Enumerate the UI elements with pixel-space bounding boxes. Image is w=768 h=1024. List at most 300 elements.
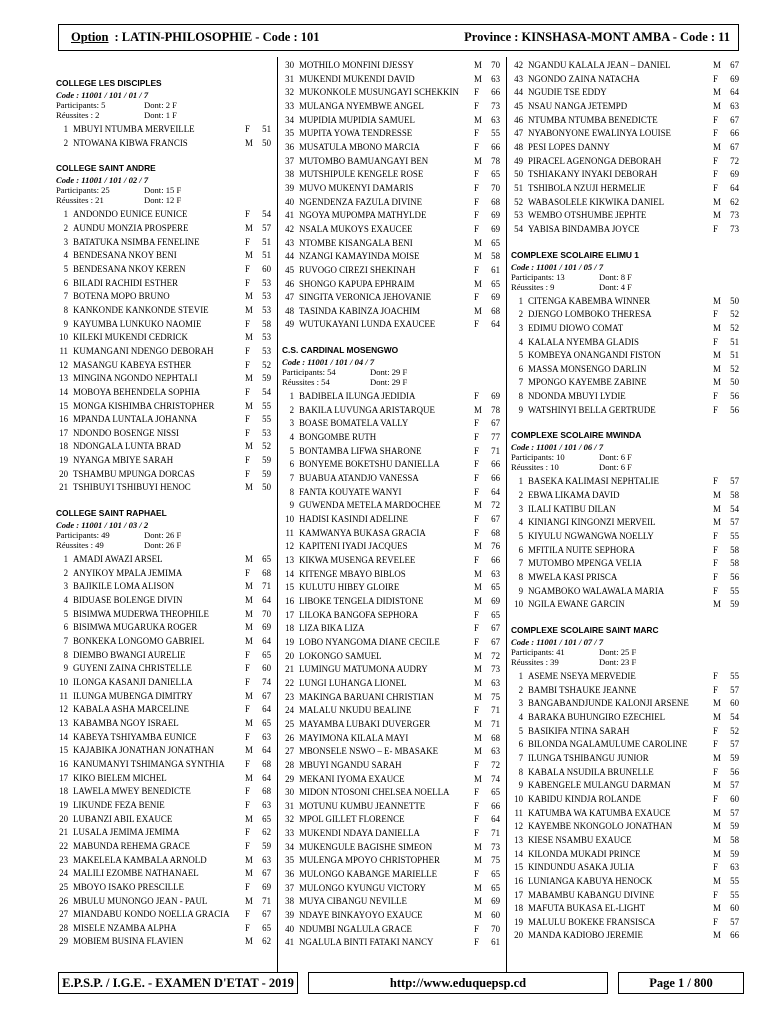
student-number: 9 <box>63 318 68 329</box>
student-sex: F <box>245 345 250 356</box>
student-row <box>511 141 739 155</box>
option-label: Option <box>71 30 109 44</box>
student-number: 15 <box>514 862 523 873</box>
student-name: NYANGA MBIYE SARAH <box>73 455 174 466</box>
student-name: NGILA EWANE GARCIN <box>528 599 625 610</box>
student-name: MBULU MUNONGO JEAN - PAUL <box>73 895 208 906</box>
student-sex: F <box>713 531 718 542</box>
student-number: 19 <box>514 916 523 927</box>
student-name: NDUMBI NGALULA GRACE <box>299 923 412 934</box>
student-row <box>282 250 500 264</box>
student-sex: F <box>713 572 718 583</box>
student-number: 36 <box>285 141 294 152</box>
student-number: 12 <box>285 541 294 552</box>
student-name: LIBOKE TENGELA DIDISTONE <box>299 595 424 606</box>
student-number: 50 <box>514 169 523 180</box>
student-score: 52 <box>730 363 739 374</box>
student-row <box>282 417 500 431</box>
student-row <box>56 922 271 936</box>
student-number: 25 <box>59 881 68 892</box>
student-row <box>282 114 500 128</box>
student-number: 12 <box>59 359 68 370</box>
student-row <box>282 499 500 513</box>
student-name: BILONDA NGALAMULUME CAROLINE <box>528 739 688 750</box>
student-name: BONGOMBE RUTH <box>299 432 377 443</box>
student-number: 34 <box>285 841 294 852</box>
student-row <box>511 929 739 943</box>
student-row <box>511 889 739 903</box>
student-name: MALULU BOKEKE FRANSISCA <box>528 916 656 927</box>
student-sex: F <box>713 155 718 166</box>
success-female: Dont: 29 F <box>370 377 408 388</box>
student-row <box>56 662 271 676</box>
student-sex: M <box>245 400 253 411</box>
participants-count: Participants: 54 <box>282 367 336 378</box>
student-name: KILONDA MUKADI PRINCE <box>528 848 641 859</box>
student-score: 54 <box>262 386 271 397</box>
student-sex: M <box>713 807 721 818</box>
student-name: MUTOMBO BAMUANGAYI BEN <box>299 155 429 166</box>
school-code: Code : 11001 / 101 / 02 / 7 <box>56 175 149 186</box>
student-sex: M <box>245 441 253 452</box>
school-block <box>511 429 739 475</box>
student-sex: F <box>474 264 479 275</box>
school-name: COLLEGE SAINT ANDRE <box>56 163 156 174</box>
student-name: BOASE BOMATELA VALLY <box>299 418 409 429</box>
student-score: 67 <box>262 868 271 879</box>
student-number: 52 <box>514 196 523 207</box>
student-row <box>511 155 739 169</box>
student-row <box>282 732 500 746</box>
student-sex: F <box>713 336 718 347</box>
student-name: KAJABIKA JONATHAN JONATHAN <box>73 745 215 756</box>
student-number: 21 <box>59 482 68 493</box>
student-row <box>56 236 271 250</box>
student-sex: F <box>245 277 250 288</box>
student-sex: F <box>713 916 718 927</box>
school-block <box>511 249 739 295</box>
student-score: 55 <box>491 128 500 139</box>
student-row <box>56 867 271 881</box>
student-row <box>511 793 739 807</box>
student-row <box>282 223 500 237</box>
student-name: SHONGO KAPUPA EPHRAIM <box>299 278 415 289</box>
student-score: 65 <box>491 609 500 620</box>
school-name: COLLEGE LES DISCIPLES <box>56 78 162 88</box>
student-number: 1 <box>63 209 68 220</box>
student-row <box>511 875 739 889</box>
student-row <box>282 73 500 87</box>
student-number: 7 <box>518 752 523 763</box>
student-sex: F <box>713 223 718 234</box>
student-sex: F <box>474 459 479 470</box>
student-score: 63 <box>730 862 739 873</box>
student-row <box>511 834 739 848</box>
student-name: KINDUNDU ASAKA JULIA <box>528 862 635 873</box>
student-row <box>511 489 739 503</box>
success-stats <box>511 657 739 667</box>
success-female: Dont: 6 F <box>599 462 632 473</box>
student-sex: F <box>713 558 718 569</box>
student-number: 38 <box>285 169 294 180</box>
student-score: 54 <box>730 711 739 722</box>
student-number: 13 <box>285 555 294 565</box>
page-header <box>58 24 739 51</box>
student-name: KABENGELE MULANGU DARMAN <box>528 780 671 791</box>
student-sex: M <box>245 895 253 906</box>
student-row <box>56 331 271 345</box>
student-row <box>56 567 271 581</box>
student-score: 64 <box>262 704 271 715</box>
student-name: KAMWANYA BUKASA GRACIA <box>299 527 426 538</box>
student-name: BONYEME BOKETSHU DANIELLA <box>299 459 440 470</box>
student-score: 52 <box>730 322 739 333</box>
student-name: NZANGI KAMAYINDA MOISE <box>299 251 420 262</box>
student-row <box>282 196 500 210</box>
student-sex: M <box>713 821 721 832</box>
student-number: 41 <box>285 937 294 948</box>
student-number: 6 <box>518 544 523 555</box>
student-name: MBUYI NGANDU SARAH <box>299 759 402 770</box>
student-sex: F <box>713 671 718 681</box>
student-number: 1 <box>518 295 523 306</box>
student-name: KAYUMBA LUNKUKO NAOMIE <box>73 318 202 329</box>
student-row <box>511 585 739 599</box>
student-score: 66 <box>491 473 500 484</box>
student-name: MBOYO ISAKO PRESCILLE <box>73 881 184 892</box>
student-name: MBONSELE NSWO – E- MBASAKE <box>299 746 439 757</box>
student-name: MULONGO KABANGE MARIELLE <box>299 869 438 880</box>
student-row <box>282 663 500 677</box>
student-row <box>282 568 500 582</box>
student-score: 64 <box>491 486 500 497</box>
student-score: 69 <box>491 223 500 234</box>
student-sex: M <box>713 903 721 914</box>
student-score: 66 <box>491 459 500 470</box>
student-row <box>282 209 500 223</box>
student-score: 67 <box>491 623 500 634</box>
student-score: 55 <box>730 585 739 596</box>
student-score: 56 <box>730 766 739 777</box>
student-number: 1 <box>518 476 523 487</box>
student-name: KITENGE MBAYO BIBLOS <box>299 568 406 579</box>
student-score: 73 <box>730 210 739 221</box>
student-score: 58 <box>730 544 739 555</box>
student-name: BAKILA LUVUNGA ARISTARQUE <box>299 404 435 415</box>
student-sex: F <box>245 427 250 438</box>
student-sex: M <box>713 377 721 388</box>
student-sex: F <box>245 731 250 742</box>
student-sex: M <box>245 717 253 728</box>
student-score: 59 <box>730 848 739 859</box>
student-row <box>56 345 271 359</box>
student-name: NSAU NANGA JETEMPD <box>528 100 628 111</box>
student-name: AUNDU MONZIA PROSPERE <box>73 222 189 233</box>
student-number: 2 <box>63 137 68 148</box>
student-name: MANDA KADIOBO JEREMIE <box>528 930 643 941</box>
student-score: 55 <box>262 414 271 425</box>
student-score: 59 <box>262 373 271 384</box>
participants-stats <box>511 647 739 657</box>
student-sex: M <box>474 305 482 316</box>
student-sex: M <box>713 210 721 221</box>
student-sex: M <box>245 608 253 619</box>
student-name: BENDESANA NKOY KEREN <box>73 263 186 274</box>
student-number: 8 <box>63 304 68 315</box>
student-sex: M <box>245 595 253 606</box>
participants-count: Participants: 10 <box>511 452 565 463</box>
student-score: 63 <box>491 677 500 688</box>
student-number: 12 <box>59 704 68 715</box>
student-row <box>511 697 739 711</box>
student-number: 32 <box>285 814 294 825</box>
student-row <box>282 540 500 554</box>
student-name: NTUMBA NTUMBA BENEDICTE <box>528 114 658 125</box>
results-column-1 <box>56 57 271 949</box>
school-code: Code : 11001 / 101 / 03 / 2 <box>56 520 149 531</box>
student-row <box>511 322 739 336</box>
student-row <box>511 902 739 916</box>
student-name: LUBANZI ABIL EXAUCE <box>73 813 173 824</box>
student-score: 65 <box>262 922 271 933</box>
student-score: 69 <box>730 73 739 84</box>
student-row <box>282 168 500 182</box>
student-score: 60 <box>730 903 739 914</box>
student-sex: M <box>474 910 482 921</box>
student-name: MWELA KASI PRISCA <box>528 572 618 583</box>
student-row <box>511 861 739 875</box>
student-score: 54 <box>262 209 271 220</box>
success-stats <box>56 110 271 120</box>
student-name: MONGA KISHIMBA CHRISTOPHER <box>73 400 215 411</box>
student-name: MEKANI IYOMA EXAUCE <box>299 773 405 784</box>
student-number: 6 <box>63 622 68 633</box>
student-score: 65 <box>491 582 500 593</box>
student-score: 74 <box>491 773 500 784</box>
student-score: 70 <box>491 923 500 934</box>
student-name: NDONDA MBUYI LYDIE <box>528 391 626 402</box>
student-number: 40 <box>285 196 294 207</box>
student-score: 64 <box>262 636 271 647</box>
student-score: 69 <box>491 391 500 402</box>
student-name: YABISA BINDAMBA JOYCE <box>528 223 640 234</box>
student-name: NDONDO BOSENGE NISSI <box>73 427 180 438</box>
student-number: 17 <box>514 889 523 900</box>
student-number: 13 <box>59 717 68 728</box>
student-name: MABAMBU KABANGU DIVINE <box>528 889 655 900</box>
student-sex: F <box>474 100 479 111</box>
student-number: 3 <box>518 503 523 514</box>
success-count: Réussites : 2 <box>56 110 100 120</box>
student-row <box>56 427 271 441</box>
student-number: 5 <box>518 350 523 361</box>
student-score: 59 <box>730 821 739 832</box>
student-row <box>282 278 500 292</box>
school-block <box>56 507 271 553</box>
student-name: KUMANGANI NDENGO DEBORAH <box>73 345 214 356</box>
student-sex: M <box>713 875 721 886</box>
student-name: BISIMWA MUGARUKA ROGER <box>73 622 198 633</box>
student-sex: M <box>474 500 482 511</box>
student-score: 60 <box>730 698 739 709</box>
student-name: BISIMWA MUDERWA THEOPHILE <box>73 608 209 619</box>
student-sex: F <box>245 359 250 370</box>
student-score: 63 <box>491 73 500 84</box>
footer-website-link[interactable]: http://www.eduquepsp.cd <box>308 972 608 994</box>
student-row <box>282 909 500 923</box>
student-number: 26 <box>59 895 68 906</box>
student-sex: F <box>474 937 479 948</box>
student-number: 10 <box>59 677 68 687</box>
student-sex: M <box>474 595 482 606</box>
student-score: 73 <box>491 100 500 111</box>
student-score: 53 <box>262 291 271 302</box>
student-row <box>56 386 271 400</box>
student-score: 60 <box>730 793 739 804</box>
student-sex: F <box>474 787 479 798</box>
student-score: 55 <box>730 875 739 886</box>
student-number: 48 <box>514 141 523 152</box>
student-row <box>511 100 739 114</box>
student-row <box>282 554 500 568</box>
student-score: 75 <box>491 691 500 702</box>
student-score: 57 <box>262 222 271 233</box>
student-row <box>511 363 739 377</box>
student-row <box>511 916 739 930</box>
student-row <box>56 277 271 291</box>
student-name: MFITILA NUITE SEPHORA <box>528 544 635 555</box>
student-name: WABASOLELE KIKWIKA DANIEL <box>528 196 665 207</box>
student-sex: F <box>713 309 718 320</box>
student-score: 60 <box>262 663 271 674</box>
student-sex: M <box>474 677 482 688</box>
student-number: 34 <box>285 114 294 125</box>
student-number: 15 <box>59 400 68 411</box>
student-sex: F <box>245 236 250 247</box>
student-number: 16 <box>59 758 68 769</box>
student-score: 71 <box>262 895 271 906</box>
student-score: 64 <box>491 319 500 330</box>
student-number: 27 <box>59 909 68 920</box>
student-score: 75 <box>491 855 500 866</box>
student-row <box>282 923 500 937</box>
student-score: 66 <box>491 87 500 98</box>
student-score: 68 <box>491 732 500 743</box>
student-score: 60 <box>262 263 271 274</box>
participants-female: Dont: 25 F <box>599 647 637 657</box>
school-name: C.S. CARDINAL MOSENGWO <box>282 345 399 356</box>
student-row <box>56 413 271 427</box>
option-value: : LATIN-PHILOSOPHIE - Code : 101 <box>114 30 320 44</box>
student-row <box>282 264 500 278</box>
student-number: 6 <box>518 363 523 374</box>
student-score: 55 <box>730 531 739 542</box>
student-name: KABALA ASHA MARCELINE <box>73 704 189 715</box>
student-sex: M <box>245 868 253 879</box>
student-name: RUVOGO CIREZI SHEKINAH <box>299 264 416 275</box>
student-name: HADISI KASINDI ADELINE <box>299 514 408 525</box>
student-name: CITENGA KABEMBA WINNER <box>528 295 651 306</box>
student-number: 4 <box>518 336 523 347</box>
student-sex: M <box>474 664 482 675</box>
student-name: KOMBEYA ONANGANDI FISTON <box>528 350 661 361</box>
student-sex: F <box>474 141 479 152</box>
student-score: 78 <box>491 155 500 166</box>
student-row <box>511 295 739 309</box>
school-code: Code : 11001 / 101 / 07 / 7 <box>511 637 604 647</box>
student-sex: M <box>245 854 253 865</box>
student-sex: M <box>474 404 482 415</box>
student-sex: M <box>474 114 482 125</box>
student-sex: M <box>474 251 482 262</box>
student-row <box>282 513 500 527</box>
student-name: WEMBO OTSHUMBE JEPHTE <box>528 210 647 221</box>
student-number: 21 <box>59 827 68 838</box>
student-name: NTOMBE KISANGALA BENI <box>299 237 413 248</box>
student-sex: M <box>713 350 721 361</box>
student-row <box>56 290 271 304</box>
student-name: WUTUKAYANI LUNDA EXAUCEE <box>299 319 436 330</box>
student-number: 5 <box>518 531 523 542</box>
student-row <box>511 376 739 390</box>
student-row <box>56 304 271 318</box>
school-name: COLLEGE SAINT RAPHAEL <box>56 508 167 519</box>
student-sex: F <box>474 923 479 934</box>
student-sex: M <box>713 848 721 859</box>
student-name: LUMINGU MATUMONA AUDRY <box>299 664 428 675</box>
student-number: 21 <box>285 664 294 675</box>
student-score: 67 <box>491 418 500 429</box>
student-score: 60 <box>491 910 500 921</box>
student-sex: F <box>245 827 250 838</box>
student-row <box>56 826 271 840</box>
student-sex: F <box>245 786 250 797</box>
student-sex: F <box>245 414 250 425</box>
student-number: 5 <box>63 263 68 274</box>
student-row <box>511 73 739 87</box>
student-number: 4 <box>518 711 523 722</box>
student-number: 9 <box>518 585 523 596</box>
student-name: AMADI AWAZI ARSEL <box>73 554 163 565</box>
student-number: 1 <box>63 554 68 565</box>
student-name: ILALI KATIBU DILAN <box>528 503 616 514</box>
student-row <box>56 840 271 854</box>
student-number: 31 <box>285 800 294 811</box>
student-score: 63 <box>730 100 739 111</box>
student-number: 42 <box>285 223 294 234</box>
student-row <box>511 516 739 530</box>
participants-stats <box>56 530 271 540</box>
student-sex: M <box>245 222 253 233</box>
student-sex: M <box>245 772 253 783</box>
student-sex: M <box>474 882 482 893</box>
student-row <box>282 141 500 155</box>
student-name: NGANDU KALALA JEAN – DANIEL <box>528 60 671 70</box>
student-number: 44 <box>285 251 294 262</box>
student-number: 11 <box>59 345 68 356</box>
student-sex: M <box>713 322 721 333</box>
student-number: 1 <box>518 671 523 681</box>
student-number: 4 <box>289 432 294 443</box>
student-sex: F <box>474 169 479 180</box>
student-sex: F <box>474 486 479 497</box>
student-score: 72 <box>491 759 500 770</box>
student-row <box>511 752 739 766</box>
student-sex: M <box>474 746 482 757</box>
student-score: 63 <box>262 799 271 810</box>
student-score: 65 <box>491 278 500 289</box>
student-score: 70 <box>491 182 500 193</box>
